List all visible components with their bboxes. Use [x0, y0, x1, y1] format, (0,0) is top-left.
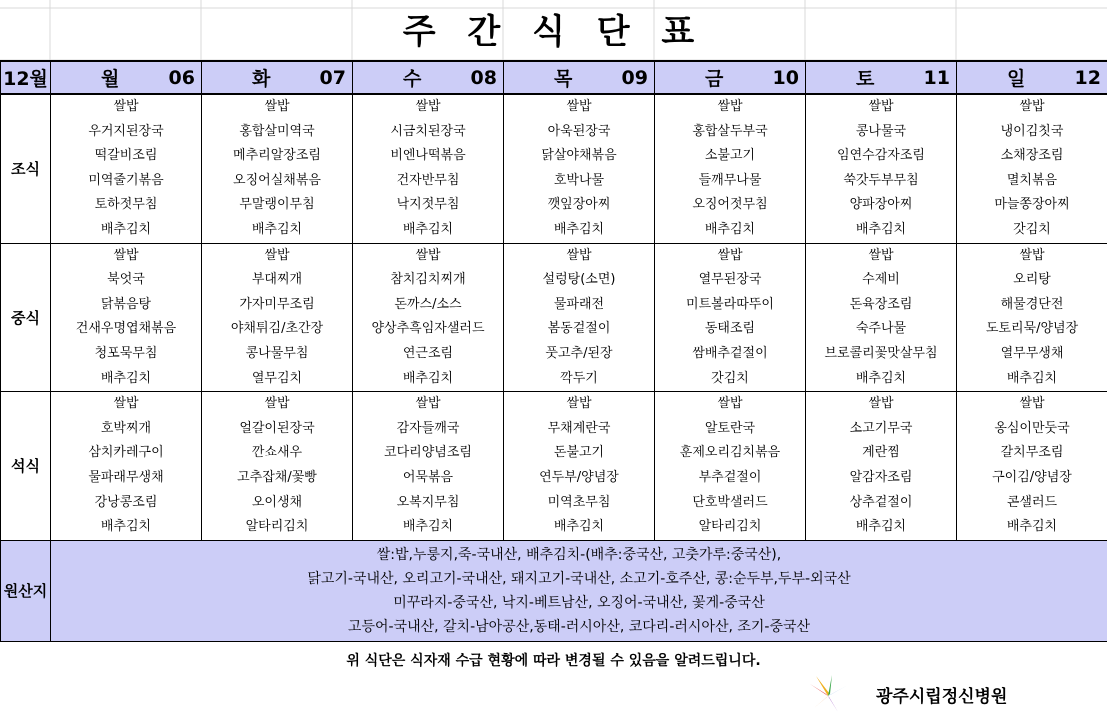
menu-cell	[655, 243, 806, 392]
menu-item: 청포묵무침	[94, 345, 158, 361]
menu-item: 소고기무국	[849, 420, 913, 436]
meal-label: 중식	[1, 243, 51, 392]
menu-item: 쌀밥	[1019, 99, 1045, 114]
day-header-4	[655, 61, 806, 94]
menu-cell	[202, 243, 353, 392]
menu-item: 열무무생채	[1000, 345, 1064, 361]
menu-item: 부대찌개	[251, 272, 303, 288]
menu-item: 쌀밥	[113, 396, 139, 412]
menu-item: 쌀밥	[1019, 247, 1045, 263]
menu-cell	[202, 392, 353, 541]
menu-item: 배추김치	[100, 221, 152, 237]
meal-label: 조식	[1, 94, 51, 243]
menu-item: 강낭콩조림	[94, 494, 158, 510]
origin-line: 닭고기-국내산, 오리고기-국내산, 돼지고기-국내산, 소고기-호주산, 콩:순두부,두부-외국산	[307, 570, 851, 587]
menu-item: 오리탕	[1013, 272, 1051, 288]
day-header-row	[1, 61, 1107, 94]
menu-item: 토하젓무침	[94, 197, 158, 213]
menu-item: 쌀밥	[566, 247, 592, 263]
day-name: 토	[856, 68, 875, 90]
menu-item: 메추리알장조림	[233, 148, 321, 164]
menu-item: 시금치된장국	[390, 123, 466, 139]
page-title: 주 간 식 단 표	[402, 12, 705, 52]
menu-item: 쌀밥	[113, 247, 139, 263]
menu-item: 낙지젓무침	[396, 197, 460, 213]
menu-item: 쌀밥	[717, 247, 743, 263]
menu-cell	[806, 94, 957, 243]
menu-item: 쌀밥	[264, 247, 290, 263]
menu-item: 닭볶음탕	[100, 296, 152, 312]
hospital-name: 광주시립정신병원	[876, 686, 1008, 707]
menu-item: 홍합살미역국	[239, 123, 315, 139]
meal-row	[1, 94, 1107, 243]
menu-item: 미역줄기볶음	[88, 172, 164, 188]
menu-item: 우거지된장국	[88, 123, 164, 139]
day-header-2	[353, 61, 504, 94]
menu-item: 열무김치	[251, 370, 303, 386]
origin-text	[51, 540, 1107, 641]
menu-item: 상추겉절이	[849, 494, 913, 510]
menu-item: 소채장조림	[1000, 148, 1064, 164]
menu-item: 호박찌개	[100, 420, 152, 436]
day-header-3	[504, 61, 655, 94]
hospital-logo	[808, 672, 1098, 716]
menu-cell	[51, 392, 202, 541]
menu-item: 쌀밥	[717, 99, 743, 114]
month-label: 12월	[1, 61, 51, 94]
menu-item: 콩나물국	[855, 123, 907, 139]
menu-item: 북엇국	[107, 272, 145, 288]
menu-item: 연두부/양념장	[539, 469, 619, 485]
menu-item: 해물경단전	[1000, 296, 1064, 312]
menu-item: 닭살야채볶음	[541, 148, 617, 164]
menu-item: 쌀밥	[264, 396, 290, 412]
menu-item: 삼치카레구이	[88, 445, 164, 461]
menu-item: 들깨무나물	[698, 172, 762, 188]
menu-item: 브로콜리꽃맛살무침	[824, 345, 938, 361]
menu-item: 배추김치	[553, 221, 605, 237]
menu-cell	[957, 392, 1107, 541]
menu-item: 배추김치	[251, 221, 303, 237]
menu-item: 갈치무조림	[1000, 445, 1064, 461]
menu-cell	[51, 94, 202, 243]
menu-item: 배추김치	[100, 370, 152, 386]
day-name: 화	[252, 68, 271, 90]
menu-item: 알타리김치	[698, 519, 762, 535]
day-name: 금	[705, 68, 724, 90]
menu-item: 얼갈이된장국	[239, 420, 315, 436]
menu-item: 돈육장조림	[849, 296, 913, 312]
menu-item: 참치김치찌개	[390, 272, 466, 288]
menu-cell	[655, 392, 806, 541]
menu-item: 마늘쫑장아찌	[994, 197, 1070, 213]
day-date: 11	[923, 66, 950, 89]
menu-item: 연근조림	[402, 345, 454, 361]
menu-item: 콩나물무침	[245, 345, 309, 361]
menu-item: 쌀밥	[868, 247, 894, 263]
menu-item: 오징어실채볶음	[233, 172, 321, 188]
menu-item: 열무된장국	[698, 272, 762, 288]
day-header-5	[806, 61, 957, 94]
menu-item: 가자미무조림	[239, 296, 315, 312]
menu-item: 동태조림	[704, 321, 756, 337]
menu-item: 쌀밥	[566, 396, 592, 412]
menu-item: 배추김치	[855, 519, 907, 535]
menu-item: 임연수감자조림	[837, 148, 925, 164]
hospital-logo-icon	[808, 674, 848, 714]
day-date: 08	[470, 66, 497, 89]
menu-item: 쌀밥	[415, 396, 441, 412]
menu-item: 풋고추/된장	[545, 345, 613, 361]
menu-item: 오복지무침	[396, 494, 460, 510]
menu-cell	[504, 243, 655, 392]
menu-item: 양상추흑임자샐러드	[371, 321, 485, 337]
menu-item: 무말랭이무침	[239, 197, 315, 213]
day-name: 월	[101, 68, 120, 90]
menu-item: 콘샐러드	[1006, 494, 1058, 510]
menu-item: 배추김치	[1006, 370, 1058, 386]
menu-item: 갓김치	[711, 370, 749, 386]
menu-item: 소불고기	[704, 148, 756, 164]
menu-item: 쌀밥	[415, 247, 441, 263]
menu-item: 알토란국	[704, 420, 756, 436]
day-header-1	[202, 61, 353, 94]
menu-item: 단호박샐러드	[692, 494, 768, 510]
menu-item: 코다리양념조림	[384, 445, 472, 461]
menu-item: 쌀밥	[113, 99, 139, 114]
menu-item: 도토리묵/양념장	[985, 321, 1079, 337]
menu-item: 쌀밥	[1019, 396, 1045, 412]
menu-item: 쌀밥	[264, 99, 290, 114]
menu-item: 떡갈비조림	[94, 148, 158, 164]
menu-item: 오이생채	[251, 494, 303, 510]
menu-cell	[655, 94, 806, 243]
menu-item: 갓김치	[1013, 221, 1051, 237]
menu-item: 봄동겉절이	[547, 321, 611, 337]
menu-item: 멸치볶음	[1006, 172, 1058, 188]
origin-line: 고등어-국내산, 갈치-남아공산,동태-러시아산, 코다리-러시아산, 조기-중국산	[347, 618, 811, 635]
origin-row	[1, 540, 1107, 641]
menu-cell	[504, 392, 655, 541]
menu-item: 쌀밥	[717, 396, 743, 412]
origin-line: 미꾸라지-중국산, 낙지-베트남산, 오징어-국내산, 꽃게-중국산	[393, 594, 765, 611]
menu-item: 감자들깨국	[396, 420, 460, 436]
menu-item: 아욱된장국	[547, 123, 611, 139]
day-header-6	[957, 61, 1107, 94]
menu-item: 깻잎장아찌	[547, 197, 611, 213]
menu-item: 훈제오리김치볶음	[679, 445, 781, 461]
menu-cell	[957, 243, 1107, 392]
meal-label: 석식	[1, 392, 51, 541]
day-name: 목	[554, 68, 573, 90]
day-date: 09	[621, 66, 648, 89]
menu-item: 호박나물	[553, 172, 605, 188]
menu-cell	[806, 243, 957, 392]
day-name: 일	[1007, 68, 1026, 90]
menu-cell	[353, 392, 504, 541]
menu-item: 야채튀김/초간장	[230, 321, 324, 337]
menu-item: 홍합살두부국	[692, 123, 768, 139]
menu-cell	[353, 94, 504, 243]
menu-item: 쌀밥	[415, 99, 441, 114]
menu-item: 숙주나물	[855, 321, 907, 337]
menu-item: 미트볼라따뚜이	[686, 296, 774, 312]
meal-row	[1, 243, 1107, 392]
menu-item: 쌀밥	[868, 99, 894, 114]
meal-row	[1, 392, 1107, 541]
menu-item: 깍두기	[560, 370, 598, 386]
menu-item: 고추잡채/꽃빵	[237, 469, 317, 485]
menu-item: 물파래무생채	[88, 469, 164, 485]
menu-item: 배추김치	[402, 221, 454, 237]
menu-item: 쑥갓두부무침	[843, 172, 919, 188]
menu-item: 미역초무침	[547, 494, 611, 510]
menu-item: 쌈배추겉절이	[692, 345, 768, 361]
menu-item: 구이김/양념장	[992, 469, 1072, 485]
notice-text: 위 식단은 식자재 수급 현황에 따라 변경될 수 있음을 알려드립니다.	[346, 653, 761, 669]
menu-item: 옹심이만둣국	[994, 420, 1070, 436]
menu-item: 무채계란국	[547, 420, 611, 436]
menu-item: 깐쇼새우	[251, 445, 303, 461]
menu-item: 알감자조림	[849, 469, 913, 485]
origin-label: 원산지	[1, 540, 51, 641]
menu-item: 쌀밥	[868, 396, 894, 412]
menu-item: 배추김치	[1006, 519, 1058, 535]
menu-item: 배추김치	[553, 519, 605, 535]
menu-item: 어묵볶음	[402, 469, 454, 485]
menu-item: 배추김치	[855, 221, 907, 237]
origin-line: 쌀:밥,누룽지,죽-국내산, 배추김치-(배추:중국산, 고춧가루:중국산),	[376, 546, 782, 563]
menu-item: 오징어젓무침	[692, 197, 768, 213]
menu-item: 물파래전	[553, 296, 605, 312]
menu-cell	[51, 243, 202, 392]
menu-cell	[202, 94, 353, 243]
menu-cell	[957, 94, 1107, 243]
day-header-0	[51, 61, 202, 94]
menu-item: 돈까스/소스	[394, 296, 462, 312]
day-date: 10	[772, 66, 799, 89]
menu-item: 수제비	[862, 272, 900, 288]
menu-cell	[806, 392, 957, 541]
day-date: 07	[319, 66, 346, 89]
day-name: 수	[403, 68, 422, 90]
menu-item: 비엔나떡볶음	[390, 148, 466, 164]
menu-item: 설렁탕(소면)	[542, 272, 616, 288]
menu-item: 배추김치	[704, 221, 756, 237]
menu-item: 배추김치	[100, 519, 152, 535]
menu-item: 냉이김칫국	[1000, 123, 1064, 139]
menu-item: 건자반무침	[396, 172, 460, 188]
day-date: 12	[1074, 66, 1101, 89]
menu-item: 계란찜	[862, 445, 900, 461]
menu-item: 배추김치	[855, 370, 907, 386]
menu-item: 쌀밥	[566, 99, 592, 114]
menu-item: 건새우명엽채볶음	[75, 321, 177, 337]
menu-item: 부추겉절이	[698, 469, 762, 485]
menu-cell	[353, 243, 504, 392]
menu-item: 돈불고기	[553, 445, 605, 461]
menu-item: 배추김치	[402, 519, 454, 535]
day-date: 06	[168, 66, 195, 89]
menu-item: 배추김치	[402, 370, 454, 386]
weekly-menu-table	[0, 60, 1107, 642]
menu-item: 알타리김치	[245, 519, 309, 535]
menu-item: 양파장아찌	[849, 197, 913, 213]
menu-cell	[504, 94, 655, 243]
